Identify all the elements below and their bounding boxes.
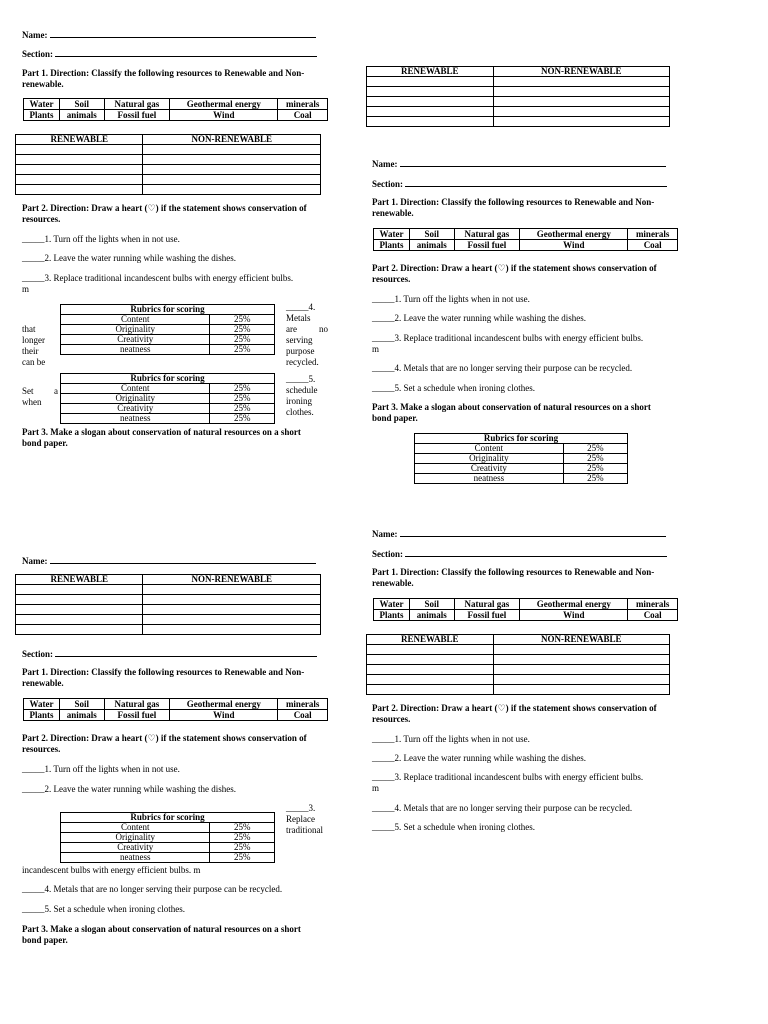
answer-cell[interactable] bbox=[493, 97, 669, 107]
name-label: Name: bbox=[372, 158, 666, 170]
statement-3-continued: incandescent bulbs with energy efficient bulbs. m bbox=[22, 865, 201, 875]
answer-cell[interactable] bbox=[16, 155, 143, 165]
answer-cell[interactable] bbox=[493, 77, 669, 87]
resources-table: Water Soil Natural gas Geothermal energy minerals Plants animals Fossil fuel Wind Coal bbox=[373, 228, 678, 251]
answer-cell[interactable] bbox=[367, 117, 494, 127]
rubric-title: Rubrics for scoring bbox=[415, 434, 628, 444]
classify-table bbox=[15, 134, 321, 195]
classify-table bbox=[15, 574, 321, 635]
classify-table bbox=[366, 66, 670, 127]
answer-cell[interactable] bbox=[367, 87, 494, 97]
answer-cell[interactable] bbox=[493, 117, 669, 127]
part1-direction: Part 1. Direction: Classify the following resources to Renewable and Non-renewable. bbox=[22, 68, 305, 89]
answer-cell[interactable] bbox=[367, 77, 494, 87]
resource-cell: animals bbox=[59, 110, 104, 121]
rubric-title: Rubrics for scoring bbox=[61, 305, 275, 315]
answer-cell[interactable] bbox=[16, 175, 143, 185]
resource-cell: Plants bbox=[24, 110, 60, 121]
statement-1: _____1. Turn off the lights when in not use. bbox=[22, 764, 180, 774]
statement-2: _____2. Leave the water running while washing the dishes. bbox=[22, 784, 236, 794]
statement-4: _____4. Metals that are no longer serving their purpose can be recycled. bbox=[372, 363, 633, 373]
wrap-left-2: Set a when bbox=[22, 386, 58, 407]
resource-cell: Coal bbox=[278, 110, 328, 121]
answer-cell[interactable] bbox=[16, 615, 143, 625]
answer-cell[interactable] bbox=[493, 87, 669, 97]
section-line[interactable] bbox=[55, 48, 317, 57]
statement-4: _____4. Metals that are no longer serving their purpose can be recycled. bbox=[22, 884, 283, 894]
statement-2: _____2. Leave the water running while washing the dishes. bbox=[372, 753, 586, 763]
section-line[interactable] bbox=[55, 648, 317, 657]
answer-cell[interactable] bbox=[143, 585, 321, 595]
statement-2: _____2. Leave the water running while washing the dishes. bbox=[22, 253, 236, 263]
name-line[interactable] bbox=[400, 158, 666, 167]
answer-cell[interactable] bbox=[16, 185, 143, 195]
statement-3: _____3. Replace traditional incandescent bulbs with energy efficient bulbs. bbox=[372, 333, 644, 343]
answer-cell[interactable] bbox=[367, 685, 494, 695]
answer-cell[interactable] bbox=[493, 655, 669, 665]
non-renewable-header: NON-RENEWABLE bbox=[143, 575, 321, 585]
statement-3-tail: m bbox=[372, 344, 380, 354]
statement-3-tail: m bbox=[372, 783, 380, 793]
statement-5: _____5. Set a schedule when ironing clothes. bbox=[22, 904, 185, 914]
part3-direction: Part 3. Make a slogan about conservation of natural resources on a short bond paper. bbox=[22, 924, 301, 945]
resources-table: Water Soil Natural gas Geothermal energy minerals Plants animals Fossil fuel Wind Coal bbox=[23, 698, 328, 721]
rubric-title: Rubrics for scoring bbox=[61, 813, 275, 823]
rubric-table: Rubrics for scoring Content 25% Originality 25% Creativity 25% neatness 25% bbox=[60, 373, 275, 424]
section-line[interactable] bbox=[405, 178, 667, 187]
statement-3: _____3. Replace traditional incandescent bulbs with energy efficient bulbs. bbox=[22, 273, 294, 283]
answer-cell[interactable] bbox=[143, 175, 321, 185]
answer-cell[interactable] bbox=[143, 185, 321, 195]
statement-1: _____1. Turn off the lights when in not use. bbox=[372, 734, 530, 744]
answer-cell[interactable] bbox=[493, 665, 669, 675]
section-label: Section: bbox=[22, 48, 317, 60]
part1-direction: Part 1. Direction: Classify the following resources to Renewable and Non-renewable. bbox=[22, 667, 305, 688]
part2-direction: Part 2. Direction: Draw a heart (♡) if the statement shows conservation of resources. bbox=[22, 203, 307, 224]
answer-cell[interactable] bbox=[16, 145, 143, 155]
answer-cell[interactable] bbox=[143, 615, 321, 625]
name-label: Name: bbox=[372, 528, 666, 540]
section-label: Section: bbox=[372, 548, 667, 560]
wrap-right-2: _____5. schedule ironing clothes. bbox=[286, 374, 318, 417]
part1-direction: Part 1. Direction: Classify the following resources to Renewable and Non-renewable. bbox=[372, 197, 655, 218]
answer-cell[interactable] bbox=[367, 665, 494, 675]
answer-cell[interactable] bbox=[367, 655, 494, 665]
statement-2: _____2. Leave the water running while washing the dishes. bbox=[372, 313, 586, 323]
answer-cell[interactable] bbox=[367, 97, 494, 107]
name-label: Name: bbox=[22, 555, 316, 567]
wrap-right-1: _____4. Metals are no serving purpose recycled. bbox=[286, 302, 328, 367]
name-line[interactable] bbox=[50, 29, 316, 38]
statement-3-tail: m bbox=[22, 284, 30, 294]
part3-direction: Part 3. Make a slogan about conservation of natural resources on a short bond paper. bbox=[22, 427, 301, 448]
resource-cell: Natural gas bbox=[104, 99, 170, 110]
renewable-header: RENEWABLE bbox=[367, 635, 494, 645]
rubric-title: Rubrics for scoring bbox=[61, 374, 275, 384]
answer-cell[interactable] bbox=[143, 145, 321, 155]
statement-5: _____5. Set a schedule when ironing clothes. bbox=[372, 383, 535, 393]
part2-direction: Part 2. Direction: Draw a heart (♡) if the statement shows conservation of resources. bbox=[372, 263, 657, 284]
name-line[interactable] bbox=[400, 528, 666, 537]
answer-cell[interactable] bbox=[16, 165, 143, 175]
answer-cell[interactable] bbox=[493, 685, 669, 695]
answer-cell[interactable] bbox=[367, 107, 494, 117]
non-renewable-header: NON-RENEWABLE bbox=[493, 635, 669, 645]
statement-1: _____1. Turn off the lights when in not use. bbox=[372, 294, 530, 304]
rubric-table: Rubrics for scoring Content 25% Originality 25% Creativity 25% neatness 25% bbox=[60, 304, 275, 355]
rubric-table: Rubrics for scoring Content 25% Originality 25% Creativity 25% neatness 25% bbox=[60, 812, 275, 863]
statement-4: _____4. Metals that are no longer serving their purpose can be recycled. bbox=[372, 803, 633, 813]
answer-cell[interactable] bbox=[16, 625, 143, 635]
answer-cell[interactable] bbox=[143, 595, 321, 605]
name-line[interactable] bbox=[50, 555, 316, 564]
answer-cell[interactable] bbox=[493, 675, 669, 685]
answer-cell[interactable] bbox=[493, 107, 669, 117]
part1-direction: Part 1. Direction: Classify the following resources to Renewable and Non-renewable. bbox=[372, 567, 655, 588]
rubric-table: Rubrics for scoring Content 25% Originality 25% Creativity 25% neatness 25% bbox=[414, 433, 628, 484]
resource-cell: minerals bbox=[278, 99, 328, 110]
statement-1: _____1. Turn off the lights when in not use. bbox=[22, 234, 180, 244]
answer-cell[interactable] bbox=[16, 605, 143, 615]
answer-cell[interactable] bbox=[143, 155, 321, 165]
part3-direction: Part 3. Make a slogan about conservation of natural resources on a short bond paper. bbox=[372, 402, 651, 423]
resource-cell: Water bbox=[24, 99, 60, 110]
answer-cell[interactable] bbox=[16, 585, 143, 595]
non-renewable-header: NON-RENEWABLE bbox=[143, 135, 321, 145]
classify-table bbox=[366, 634, 670, 695]
part2-direction: Part 2. Direction: Draw a heart (♡) if the statement shows conservation of resources. bbox=[22, 733, 307, 754]
answer-cell[interactable] bbox=[16, 595, 143, 605]
answer-cell[interactable] bbox=[143, 605, 321, 615]
statement-5: _____5. Set a schedule when ironing clothes. bbox=[372, 822, 535, 832]
answer-cell[interactable] bbox=[143, 165, 321, 175]
section-label: Section: bbox=[22, 648, 317, 660]
answer-cell[interactable] bbox=[143, 625, 321, 635]
resource-cell: Geothermal energy bbox=[170, 99, 278, 110]
resource-cell: Soil bbox=[59, 99, 104, 110]
renewable-header: RENEWABLE bbox=[16, 135, 143, 145]
answer-cell[interactable] bbox=[493, 645, 669, 655]
part2-direction: Part 2. Direction: Draw a heart (♡) if the statement shows conservation of resources. bbox=[372, 703, 657, 724]
resources-table: Water Soil Natural gas Geothermal energy minerals Plants animals Fossil fuel Wind Coal bbox=[373, 598, 678, 621]
wrap-right-3: _____3. Replace traditional bbox=[286, 803, 323, 835]
resource-cell: Fossil fuel bbox=[104, 110, 170, 121]
renewable-header: RENEWABLE bbox=[367, 67, 494, 77]
renewable-header: RENEWABLE bbox=[16, 575, 143, 585]
answer-cell[interactable] bbox=[367, 675, 494, 685]
wrap-left-1: that longer their can be bbox=[22, 324, 46, 367]
statement-3: _____3. Replace traditional incandescent bulbs with energy efficient bulbs. bbox=[372, 772, 644, 782]
name-label: Name: bbox=[22, 29, 316, 41]
resource-cell: Wind bbox=[170, 110, 278, 121]
resources-table bbox=[23, 98, 328, 121]
section-line[interactable] bbox=[405, 548, 667, 557]
section-label: Section: bbox=[372, 178, 667, 190]
non-renewable-header: NON-RENEWABLE bbox=[493, 67, 669, 77]
answer-cell[interactable] bbox=[367, 645, 494, 655]
